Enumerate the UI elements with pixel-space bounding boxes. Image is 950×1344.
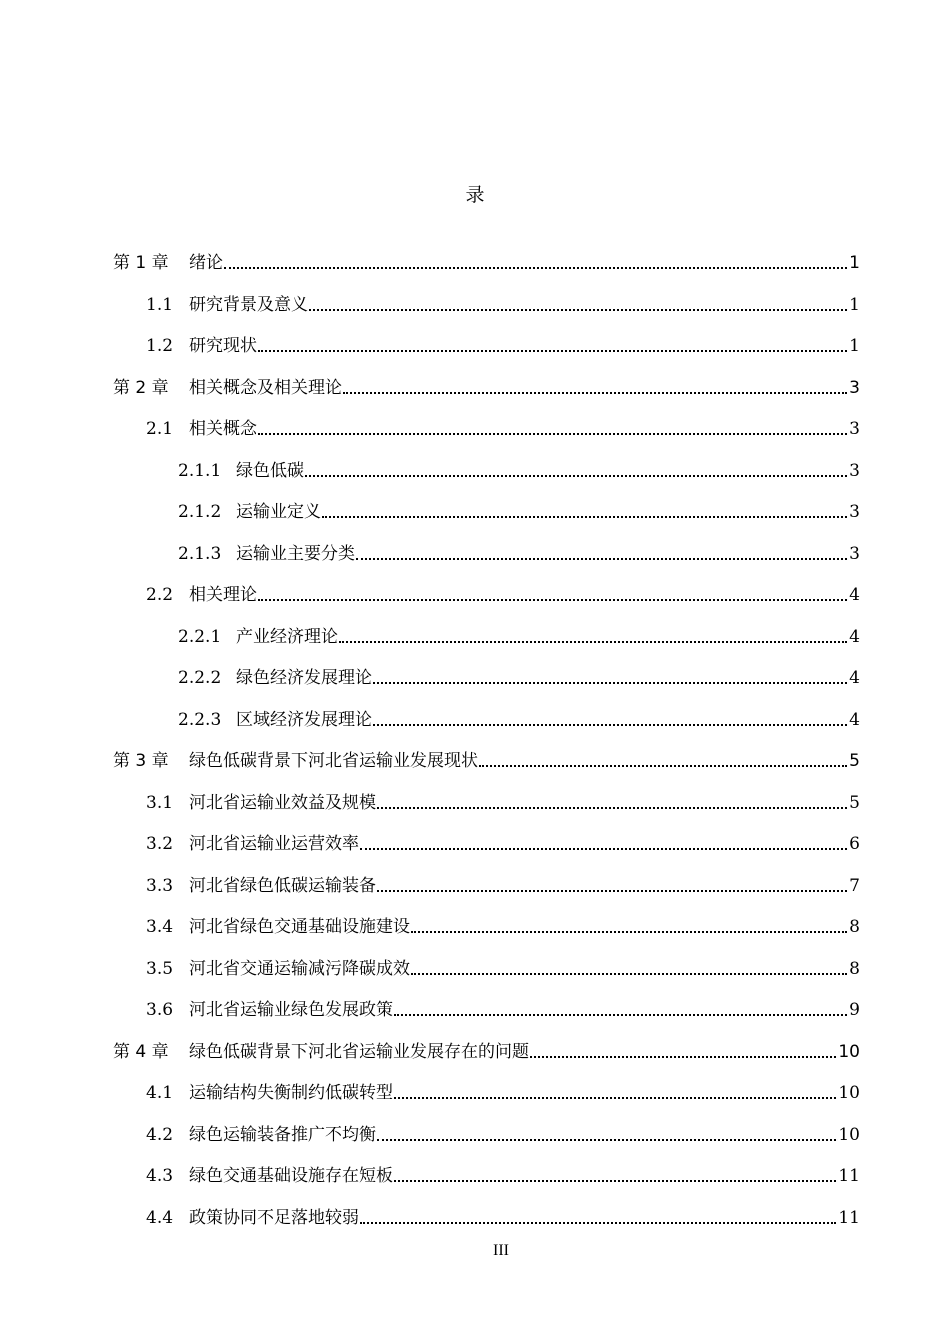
toc-dot-leader xyxy=(343,392,847,394)
toc-entry-title: 河北省运输业效益及规模 xyxy=(189,792,376,813)
toc-entry-title: 运输业主要分类 xyxy=(236,543,355,564)
toc-entry-number: 1.2 xyxy=(146,336,174,356)
toc-dot-leader xyxy=(411,931,847,933)
toc-dot-leader xyxy=(394,1014,847,1016)
toc-entry-page-number: 6 xyxy=(849,834,860,854)
toc-entry-title: 河北省交通运输减污降碳成效 xyxy=(189,958,410,979)
toc-entry[interactable] xyxy=(146,1120,860,1146)
toc-dot-leader xyxy=(411,973,847,975)
toc-dot-leader xyxy=(258,350,847,352)
toc-entry-number: 4.2 xyxy=(146,1124,174,1145)
toc-entry-page-number: 10 xyxy=(838,1041,860,1062)
toc-entry-title: 产业经济理论 xyxy=(236,626,338,647)
toc-entry-page-number: 8 xyxy=(849,917,860,937)
toc-entry-title: 河北省绿色交通基础设施建设 xyxy=(189,917,410,937)
toc-dot-leader xyxy=(258,599,847,601)
toc-entry-number: 2.1.3 xyxy=(178,543,222,564)
toc-entry-number: 3.2 xyxy=(146,834,174,854)
toc-entry[interactable] xyxy=(113,746,860,772)
toc-entry-number: 2.1.1 xyxy=(178,460,222,481)
toc-dot-leader xyxy=(377,807,847,809)
toc-entry[interactable] xyxy=(146,290,860,316)
toc-entry-page-number: 10 xyxy=(838,1083,860,1103)
toc-entry-title: 相关概念 xyxy=(189,419,257,439)
toc-entry-page-number: 4 xyxy=(849,626,860,647)
toc-entry-number: 2.2 xyxy=(146,585,174,605)
toc-entry-number: 第 3 章 xyxy=(113,751,169,771)
toc-entry[interactable] xyxy=(146,829,860,855)
toc-entry-number: 3.5 xyxy=(146,958,174,979)
toc-entry-number: 4.4 xyxy=(146,1207,174,1228)
toc-entry-page-number: 1 xyxy=(849,294,860,315)
toc-entry-page-number: 1 xyxy=(849,336,860,356)
toc-entry-page-number: 11 xyxy=(838,1207,860,1228)
toc-entry-page-number: 7 xyxy=(849,875,860,896)
toc-entry-title: 区域经济发展理论 xyxy=(236,709,372,730)
toc-entry-title: 河北省运输业运营效率 xyxy=(189,834,359,854)
toc-entry[interactable] xyxy=(146,995,860,1021)
toc-entry-number: 3.1 xyxy=(146,792,174,813)
toc-entry[interactable] xyxy=(146,1078,860,1104)
toc-dot-leader xyxy=(360,1222,836,1224)
toc-entry-title: 研究背景及意义 xyxy=(189,294,308,315)
toc-entry[interactable] xyxy=(146,331,860,357)
toc-entry-page-number: 4 xyxy=(849,709,860,730)
toc-entry-title: 绪论 xyxy=(189,253,223,273)
toc-entry-number: 2.2.2 xyxy=(178,668,222,688)
toc-dot-leader xyxy=(258,433,847,435)
toc-entry-title: 政策协同不足落地较弱 xyxy=(189,1207,359,1228)
toc-heading: 录 xyxy=(465,184,485,206)
toc-entry-page-number: 5 xyxy=(849,751,860,771)
toc-entry[interactable] xyxy=(178,539,860,565)
toc-entry-title: 运输业定义 xyxy=(236,502,321,522)
toc-entry-title: 相关理论 xyxy=(189,585,257,605)
toc-entry-page-number: 9 xyxy=(849,1000,860,1020)
toc-entry-title: 绿色交通基础设施存在短板 xyxy=(189,1166,393,1186)
toc-entry-title: 绿色低碳背景下河北省运输业发展存在的问题 xyxy=(189,1041,529,1062)
toc-entry-title: 相关概念及相关理论 xyxy=(189,377,342,398)
toc-entry-page-number: 5 xyxy=(849,792,860,813)
toc-dot-leader xyxy=(322,516,847,518)
toc-entry[interactable] xyxy=(178,497,860,523)
toc-entry-page-number: 3 xyxy=(849,419,860,439)
toc-entry[interactable] xyxy=(146,871,860,897)
toc-entry[interactable] xyxy=(178,456,860,482)
toc-dot-leader xyxy=(373,682,847,684)
toc-entry-title: 河北省绿色低碳运输装备 xyxy=(189,875,376,896)
toc-entry-title: 绿色经济发展理论 xyxy=(236,668,372,688)
toc-entry-number: 2.1 xyxy=(146,419,174,439)
toc-entry-title: 绿色低碳 xyxy=(236,460,304,481)
toc-entry-number: 第 2 章 xyxy=(113,377,169,398)
toc-entry-page-number: 3 xyxy=(849,543,860,564)
toc-dot-leader xyxy=(339,641,847,643)
toc-dot-leader xyxy=(377,1139,836,1141)
toc-entry-title: 河北省运输业绿色发展政策 xyxy=(189,1000,393,1020)
toc-entry-page-number: 3 xyxy=(849,502,860,522)
toc-entry-number: 2.1.2 xyxy=(178,502,222,522)
toc-entry-page-number: 4 xyxy=(849,668,860,688)
toc-dot-leader xyxy=(356,558,847,560)
toc-entry-page-number: 3 xyxy=(849,460,860,481)
toc-entry[interactable] xyxy=(178,622,860,648)
toc-entry[interactable] xyxy=(146,788,860,814)
toc-entry-number: 3.4 xyxy=(146,917,174,937)
toc-entry-number: 1.1 xyxy=(146,294,174,315)
toc-entry-page-number: 11 xyxy=(838,1166,860,1186)
toc-entry-page-number: 3 xyxy=(849,377,860,398)
toc-entry-number: 2.2.3 xyxy=(178,709,222,730)
toc-dot-leader xyxy=(305,475,847,477)
toc-entry-number: 第 4 章 xyxy=(113,1041,169,1062)
toc-dot-leader xyxy=(479,765,847,767)
toc-dot-leader xyxy=(394,1180,836,1182)
toc-entry-title: 绿色运输装备推广不均衡 xyxy=(189,1124,376,1145)
toc-entry[interactable] xyxy=(146,580,860,606)
toc-entry[interactable] xyxy=(178,705,860,731)
toc-entry-number: 4.3 xyxy=(146,1166,174,1186)
toc-entry-number: 3.6 xyxy=(146,1000,174,1020)
toc-entry[interactable] xyxy=(146,1203,860,1229)
toc-dot-leader xyxy=(360,848,847,850)
toc-entry-number: 2.2.1 xyxy=(178,626,222,647)
toc-entry-number: 第 1 章 xyxy=(113,253,169,273)
toc-dot-leader xyxy=(309,309,847,311)
toc-entry[interactable] xyxy=(146,414,860,440)
toc-dot-leader xyxy=(530,1056,836,1058)
toc-dot-leader xyxy=(377,890,847,892)
toc-entry[interactable] xyxy=(146,912,860,938)
toc-entry[interactable] xyxy=(146,954,860,980)
toc-entry[interactable] xyxy=(178,663,860,689)
toc-entry-title: 绿色低碳背景下河北省运输业发展现状 xyxy=(189,751,478,771)
toc-entry-page-number: 1 xyxy=(849,253,860,273)
toc-entry[interactable] xyxy=(113,1037,860,1063)
toc-entry[interactable] xyxy=(113,248,860,274)
toc-entry-page-number: 10 xyxy=(838,1124,860,1145)
page-number-footer: III xyxy=(493,1242,509,1259)
toc-entry-number: 4.1 xyxy=(146,1083,174,1103)
toc-entry-number: 3.3 xyxy=(146,875,174,896)
toc-entry-page-number: 8 xyxy=(849,958,860,979)
toc-entry-title: 运输结构失衡制约低碳转型 xyxy=(189,1083,393,1103)
toc-entry-title: 研究现状 xyxy=(189,336,257,356)
toc-dot-leader xyxy=(394,1097,836,1099)
toc-dot-leader xyxy=(373,724,847,726)
toc-entry-page-number: 4 xyxy=(849,585,860,605)
toc-entry[interactable] xyxy=(113,373,860,399)
toc-dot-leader xyxy=(224,267,847,269)
toc-entry[interactable] xyxy=(146,1161,860,1187)
